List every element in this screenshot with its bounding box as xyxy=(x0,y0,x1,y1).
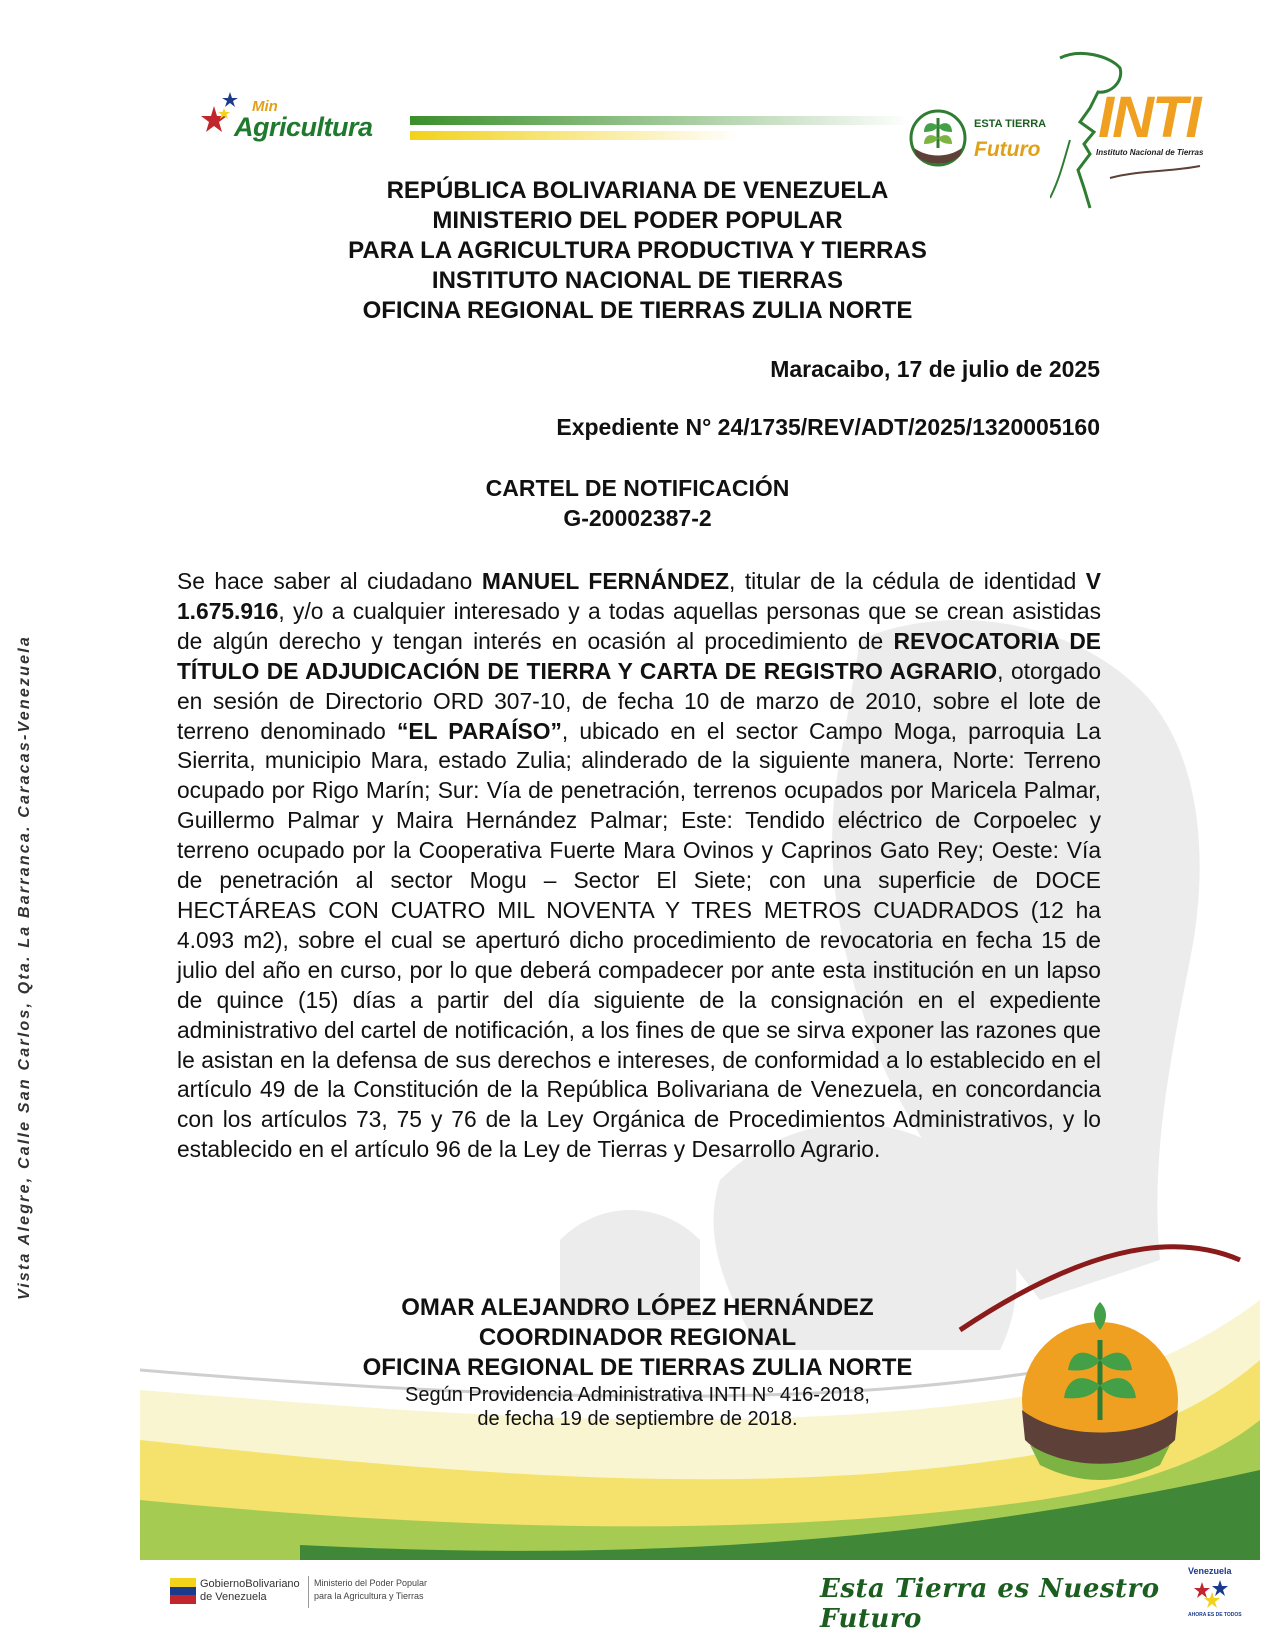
venezuela-stars-icon xyxy=(1190,1578,1234,1612)
esta-tierra-logo xyxy=(908,104,1053,174)
citizen-name: MANUEL FERNÁNDEZ xyxy=(481,568,730,594)
venezuela-label: de Venezuela xyxy=(200,1591,267,1603)
venezuela-wordmark: Venezuela xyxy=(1188,1566,1232,1576)
min-small-label: Min xyxy=(252,98,278,115)
signer-office: OFICINA REGIONAL DE TIERRAS ZULIA NORTE xyxy=(362,1354,913,1381)
footer-motto: Esta Tierra es Nuestro Futuro xyxy=(820,1574,1160,1634)
vertical-address: Vista Alegre, Calle San Carlos, Qta. La Barranca. Caracas-Venezuela xyxy=(16,635,33,1300)
ministerio-label: Ministerio del Poder Popular xyxy=(314,1578,428,1588)
venezuela-logo xyxy=(1186,1566,1246,1624)
body-text: , y/o a cualquier interesado y a todas aquellas personas que se crean asistidas de algún derecho y tengan interés en ocasión al procedimiento de xyxy=(177,597,1101,654)
providencia-line: Según Providencia Administrativa INTI N° 416-2018, xyxy=(405,1384,870,1406)
providencia-block xyxy=(170,1383,1105,1431)
gobierno-bolivariano-logo xyxy=(170,1572,450,1612)
body-text: , titular de la cédula de identidad xyxy=(729,568,1086,594)
gobierno-label: GobiernoBolivariano xyxy=(200,1578,300,1590)
cartel-title: CARTEL DE NOTIFICACIÓN xyxy=(485,475,790,501)
cartel-title-block xyxy=(170,473,1105,533)
inti-wordmark: INTI xyxy=(1098,85,1200,150)
header-line: OFICINA REGIONAL DE TIERRAS ZULIA NORTE xyxy=(362,297,913,324)
body-text: , otorgado en sesión de Directorio ORD 307-10, de fecha 10 de marzo de 2010, sobre el lote de terreno denominado xyxy=(177,657,1101,744)
venezuela-flag-icon xyxy=(170,1578,196,1604)
agricultura-brand-label: Agricultura xyxy=(234,112,373,142)
esta-tierra-label: ESTA TIERRA xyxy=(974,118,1047,130)
citizen-id: V 1.675.916 xyxy=(177,568,1102,624)
venezuela-tagline: AHORA ES DE TODOS xyxy=(1188,1612,1242,1618)
header-line: PARA LA AGRICULTURA PRODUCTIVA Y TIERRAS xyxy=(348,237,927,264)
min-agricultura-logo xyxy=(200,86,410,146)
futuro-label: Futuro xyxy=(974,138,1041,161)
body-text: Se hace saber al ciudadano xyxy=(177,568,482,594)
sprout-icon xyxy=(908,104,968,174)
header-line: MINISTERIO DEL PODER POPULAR xyxy=(432,207,843,234)
body-text: , ubicado en el sector Campo Moga, parroquia La Sierrita, municipio Mara, estado Zulia; alinderado de la siguiente manera, Norte: Terreno ocupado por Rigo Marín; Sur: Vía de penetración, terrenos ocupados por Maricela Palmar, Guillermo Palmar y Maira Hernández Palmar; Este: Tendido eléctrico de Corpoelec y terreno ocupado por la Cooperativa Fuerte Mara Ovinos y Caprinos Gato Rey; Oeste: Vía de penetración al sector Mogu – Sector El Siete; con una superficie de DOCE HECTÁREAS CON CUATRO MIL NOVENTA Y TRES METROS CUADRADOS (12 ha 4.093 m2), sobre el cual se aperturó dicho procedimiento de revocatoria en fecha 15 de julio del año en curso, por lo que deberá compadecer por ante esta institución en un lapso de quince (15) días a partir del día siguiente de la consignación en el expediente administrativo del cartel de notificación, a los fines de que se sirva exponer las razones que le asistan en la defensa de sus derechos e intereses, de conformidad a lo establecido en el artículo 49 de la Constitución de la República Bolivariana de Venezuela, en concordancia con los artículos 73, 75 y 76 de la Ley Orgánica de Procedimientos Administrativos, y lo establecido en el artículo 96 de la Ley de Tierras y Desarrollo Agrario. xyxy=(177,717,1101,1163)
signer-name: OMAR ALEJANDRO LÓPEZ HERNÁNDEZ xyxy=(401,1294,874,1321)
header-line: REPÚBLICA BOLIVARIANA DE VENEZUELA xyxy=(386,177,889,204)
lote-name: “EL PARAÍSO” xyxy=(397,717,562,744)
notice-body xyxy=(177,567,1101,1165)
divider xyxy=(308,1576,309,1608)
ministerio-sub-label: para la Agricultura y Tierras xyxy=(314,1591,424,1601)
expediente-number: Expediente N° 24/1735/REV/ADT/2025/1320005160 xyxy=(556,414,1100,440)
signature-block xyxy=(170,1293,1105,1383)
procedure-name: REVOCATORIA DE TÍTULO DE ADJUDICACIÓN DE TIERRA Y CARTA DE REGISTRO AGRARIO xyxy=(177,627,1101,684)
signer-role: COORDINADOR REGIONAL xyxy=(478,1324,797,1351)
header-line: INSTITUTO NACIONAL DE TIERRAS xyxy=(431,267,844,294)
document-date: Maracaibo, 17 de julio de 2025 xyxy=(770,356,1100,382)
inti-full-name: Instituto Nacional de Tierras xyxy=(1096,148,1204,157)
institution-header xyxy=(170,176,1105,326)
providencia-line: de fecha 19 de septiembre de 2018. xyxy=(477,1408,798,1430)
header-color-bars xyxy=(410,116,910,146)
cartel-code: G-20002387-2 xyxy=(563,505,712,531)
